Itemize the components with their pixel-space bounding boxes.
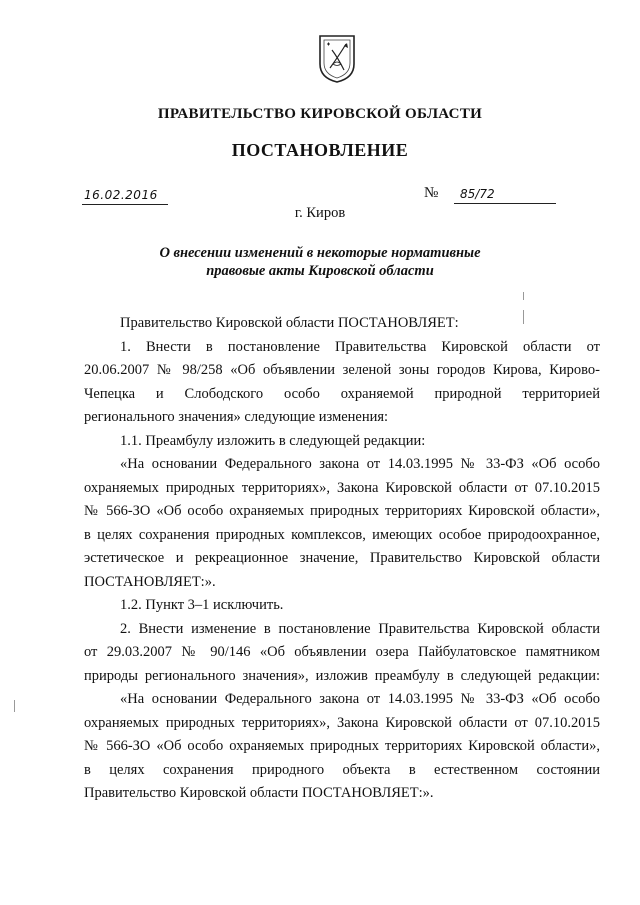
- body-line: ПОСТАНОВЛЯЕТ:».: [84, 573, 216, 590]
- body-line: «На основании Федерального закона от 14.03.1995 № 33-ФЗ «Об особо: [120, 691, 600, 707]
- body-line: 1.2. Пункт 3–1 исключить.: [120, 597, 284, 613]
- body-line: Правительство Кировской области ПОСТАНОВЛЯЕТ:».: [84, 785, 434, 801]
- body-line: 2. Внести изменение в постановление Правительства Кировской области: [120, 620, 600, 637]
- body-line: 1.1. Преамбулу изложить в следующей редакции:: [120, 432, 426, 449]
- government-title: ПРАВИТЕЛЬСТВО КИРОВСКОЙ ОБЛАСТИ: [157, 106, 483, 122]
- city-label: г. Киров: [294, 205, 346, 221]
- document-date: 16.02.2016: [84, 188, 158, 202]
- document-type-title: ПОСТАНОВЛЕНИЕ: [231, 140, 409, 160]
- body-line: в целях сохранения природного объекта в естественном состоянии: [84, 761, 600, 778]
- body-line: Чепецка и Слободского особо охраняемой природной территорией: [84, 385, 600, 402]
- body-line: в целях сохранения природных комплексов, имеющих особое природоохранное,: [84, 526, 600, 543]
- body-line: охраняемых природных территориях», Закона Кировской области от 07.10.2015: [84, 479, 600, 496]
- document-number-field: [424, 182, 556, 204]
- scan-mark: [14, 700, 15, 712]
- body-line: 20.06.2007 № 98/258 «Об объявлении зеленой зоны городов Кирова, Кирово-: [84, 362, 600, 378]
- coat-of-arms-emblem: [318, 34, 356, 84]
- body-line: природы регионального значения», изложив преамбулу в следующей редакции:: [84, 667, 600, 684]
- body-line: Правительство Кировской области ПОСТАНОВЛЯЕТ:: [120, 315, 459, 331]
- scan-mark: [523, 292, 524, 300]
- body-line: регионального значения» следующие изменения:: [84, 409, 389, 425]
- body-line: охраняемых природных территориях», Закона Кировской области от 07.10.2015: [84, 714, 600, 731]
- number-sign: №: [424, 185, 439, 201]
- document-number: 85/72: [460, 187, 495, 201]
- document-subject: [0, 244, 640, 280]
- body-line: № 566-ЗО «Об особо охраняемых природных территориях Кировской области»,: [84, 503, 600, 519]
- body-line: эстетическое и рекреационное значение, Правительство Кировской области: [84, 550, 600, 566]
- document-body: [84, 312, 600, 806]
- body-line: «На основании Федерального закона от 14.03.1995 № 33-ФЗ «Об особо: [120, 456, 600, 472]
- scan-mark: [523, 310, 524, 324]
- body-line: 1. Внести в постановление Правительства Кировской области от: [120, 338, 600, 355]
- body-line: № 566-ЗО «Об особо охраняемых природных территориях Кировской области»,: [84, 738, 600, 754]
- subject-line: О внесении изменений в некоторые нормативные: [159, 245, 481, 261]
- body-line: от 29.03.2007 № 90/146 «Об объявлении озера Пайбулатовское памятником: [84, 644, 600, 660]
- subject-line: правовые акты Кировской области: [206, 263, 434, 279]
- number-underline: [454, 181, 556, 204]
- document-date-field: [82, 182, 168, 205]
